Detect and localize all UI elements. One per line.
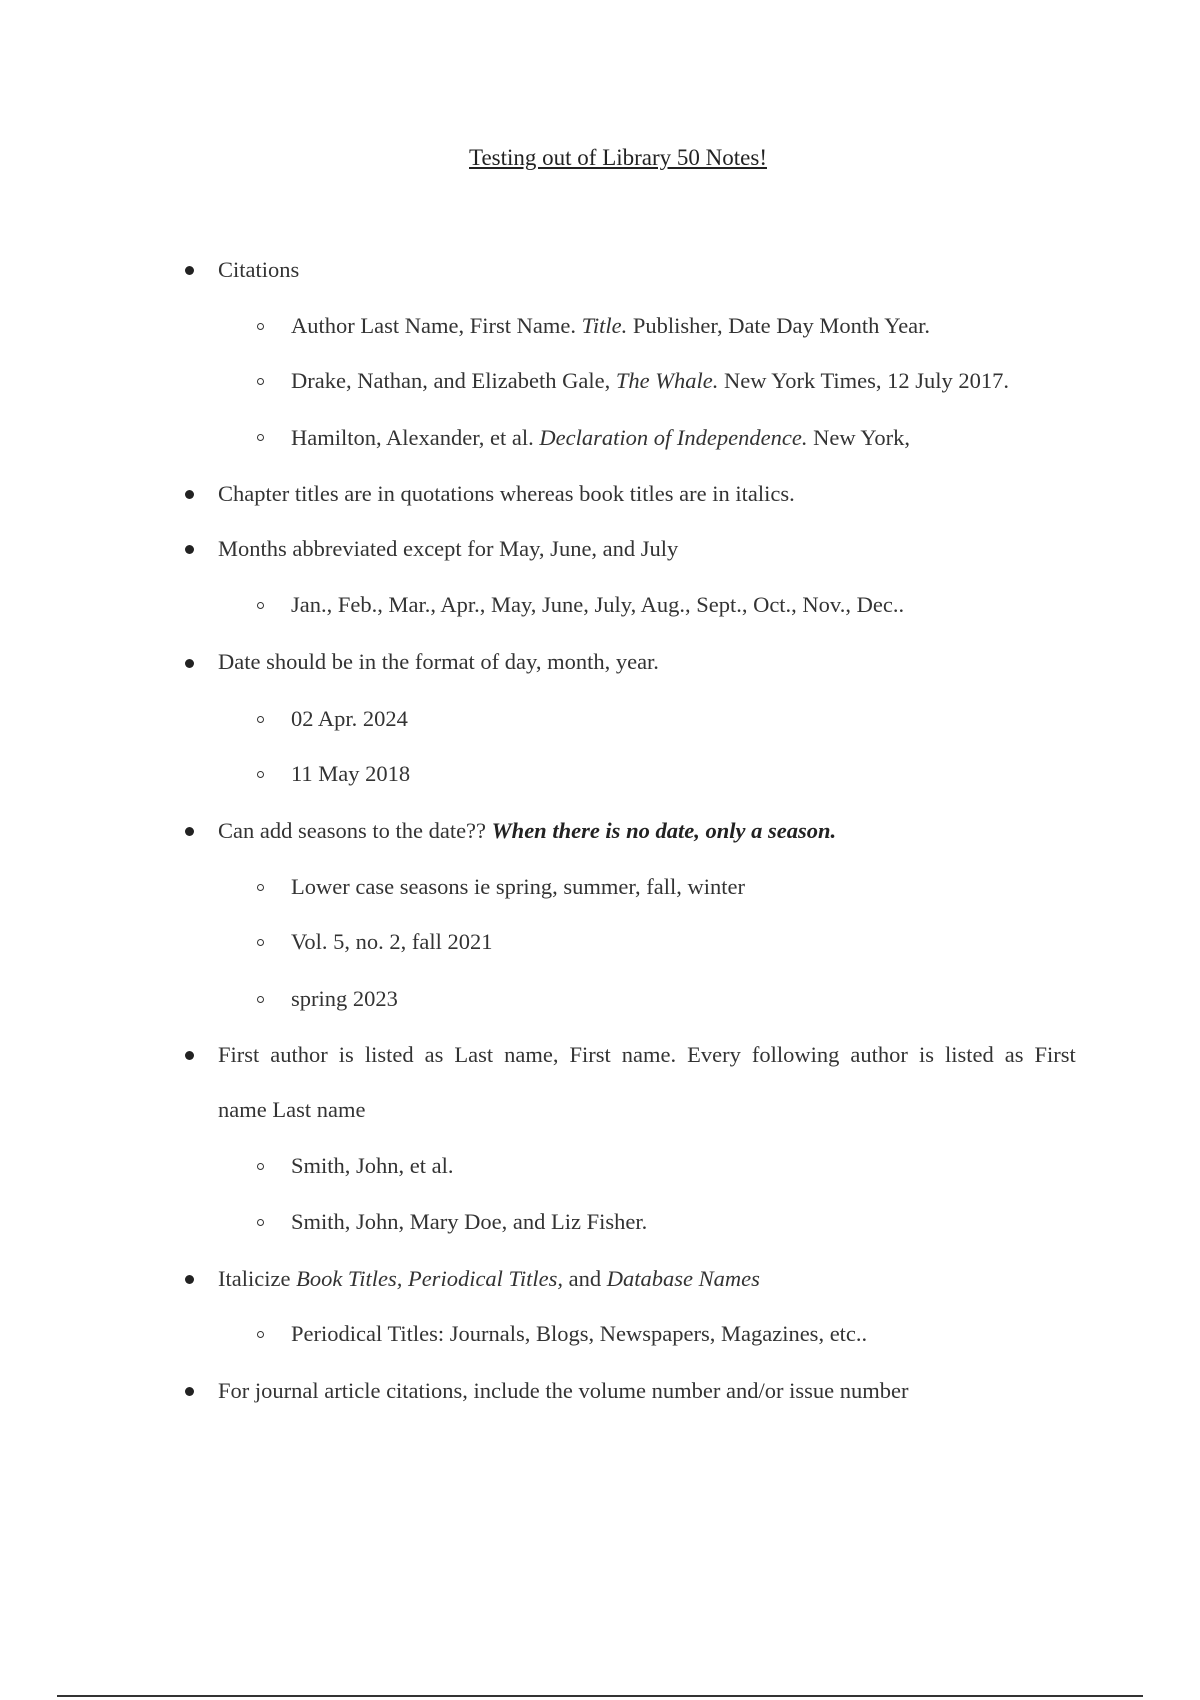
list-item: First author is listed as Last name, First name. Every following author is listed as First bbox=[218, 1042, 1076, 1067]
circle-bullet-icon bbox=[257, 1219, 264, 1226]
circle-bullet-icon bbox=[257, 602, 264, 609]
circle-bullet-icon bbox=[257, 434, 264, 441]
list-item: Date should be in the format of day, month, year. bbox=[218, 649, 659, 674]
bullet-icon bbox=[185, 1051, 194, 1060]
bullet-icon bbox=[185, 1275, 194, 1284]
list-item: Vol. 5, no. 2, fall 2021 bbox=[291, 929, 493, 954]
page-title: Testing out of Library 50 Notes! bbox=[469, 145, 767, 170]
circle-bullet-icon bbox=[257, 884, 264, 891]
list-item: Can add seasons to the date?? When there is no date, only a season. bbox=[218, 818, 837, 843]
bullet-icon bbox=[185, 827, 194, 836]
circle-bullet-icon bbox=[257, 1163, 264, 1170]
list-item: Lower case seasons ie spring, summer, fall, winter bbox=[291, 874, 745, 899]
list-item: Author Last Name, First Name. Title. Publisher, Date Day Month Year. bbox=[291, 313, 931, 338]
circle-bullet-icon bbox=[257, 996, 264, 1003]
circle-bullet-icon bbox=[257, 378, 264, 385]
list-item: 02 Apr. 2024 bbox=[291, 706, 408, 731]
bullet-icon bbox=[185, 545, 194, 554]
bullet-icon bbox=[185, 266, 194, 275]
circle-bullet-icon bbox=[257, 716, 264, 723]
circle-bullet-icon bbox=[257, 771, 264, 778]
page-bottom-rule bbox=[57, 1695, 1143, 1697]
bullet-icon bbox=[185, 490, 194, 499]
list-item: Hamilton, Alexander, et al. Declaration of Independence. New York, bbox=[291, 425, 910, 450]
circle-bullet-icon bbox=[257, 939, 264, 946]
list-item: Jan., Feb., Mar., Apr., May, June, July, Aug., Sept., Oct., Nov., Dec.. bbox=[291, 592, 905, 617]
list-item: Periodical Titles: Journals, Blogs, Newspapers, Magazines, etc.. bbox=[291, 1321, 868, 1346]
list-item: spring 2023 bbox=[291, 986, 398, 1011]
list-item: Chapter titles are in quotations whereas book titles are in italics. bbox=[218, 481, 795, 506]
list-item: Smith, John, et al. bbox=[291, 1153, 454, 1178]
list-item: 11 May 2018 bbox=[291, 761, 411, 786]
list-item: Italicize Book Titles, Periodical Titles, and Database Names bbox=[218, 1266, 760, 1291]
list-item: Drake, Nathan, and Elizabeth Gale, The Whale. New York Times, 12 July 2017. bbox=[291, 368, 1010, 393]
list-item: Months abbreviated except for May, June, and July bbox=[218, 536, 679, 561]
list-item: For journal article citations, include the volume number and/or issue number bbox=[218, 1378, 909, 1403]
list-item-continuation: name Last name bbox=[218, 1097, 366, 1122]
list-item: Smith, John, Mary Doe, and Liz Fisher. bbox=[291, 1209, 648, 1234]
bullet-icon bbox=[185, 659, 194, 668]
list-item: Citations bbox=[218, 257, 300, 282]
bullet-icon bbox=[185, 1387, 194, 1396]
circle-bullet-icon bbox=[257, 1331, 264, 1338]
circle-bullet-icon bbox=[257, 323, 264, 330]
